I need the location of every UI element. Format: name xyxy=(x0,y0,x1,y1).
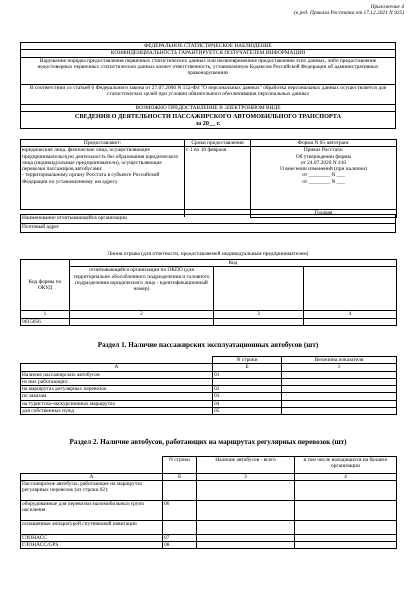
violation-notice: Нарушение порядка предоставления первичных статистических данных или несвоевременное предоставление этих данных, либо предоставление недостоверных первичных статистических данных влечет ответственность, установленную Кодексом Российской Федерации об административных правонарушениях xyxy=(21,57,396,84)
appendix-edition: (в ред. Приказа Росстата от 17.12.2021 N 925) xyxy=(294,10,404,17)
s2-row-all[interactable] xyxy=(197,480,295,500)
s2-row-all[interactable] xyxy=(197,520,295,534)
s1-row-value[interactable] xyxy=(282,386,397,393)
s2-row-label: ГЛОНАСС xyxy=(21,534,163,541)
s1-row-label: на туристско-экскурсионных маршрутах xyxy=(21,400,213,407)
order-info: Приказ Росстата: Об утверждении формы от 24.07.2020 N 410 О внесении изменений (при наличии) от ________ N ___ от ________ N ___ xyxy=(251,147,397,210)
s1-row-n: 05 xyxy=(213,408,282,415)
s2-row-balance[interactable] xyxy=(295,520,397,534)
submit-deadline-head: Сроки предоставления xyxy=(185,140,251,147)
section1-title: Раздел 1. Наличие пассажирских эксплуатационных автобусов (шт) xyxy=(97,341,319,349)
org-table xyxy=(20,214,396,233)
periodicity: Годовая xyxy=(251,210,397,217)
table-row xyxy=(21,408,397,415)
s2-head-balance: в том числе находящихся на балансе организации xyxy=(295,457,397,474)
s1-row-value[interactable] xyxy=(282,393,397,400)
appendix-title: Приложение 4 xyxy=(370,4,404,10)
table-row xyxy=(21,534,397,541)
s2-letter-4: 4 xyxy=(295,473,397,480)
section2-title: Раздел 2. Наличие автобусов, работающих на маршрутах регулярных перевозок (шт) xyxy=(69,438,347,446)
table-row xyxy=(21,520,397,534)
s1-row-label: из них работающих: xyxy=(21,378,213,385)
s2-row-balance[interactable] xyxy=(295,534,397,541)
submit-deadline: с 1 по 10 февраля xyxy=(185,147,251,210)
s1-row-label: на маршрутах регулярных перевозок xyxy=(21,386,213,393)
s1-row-label: для собственных нужд xyxy=(21,408,213,415)
table-row xyxy=(21,386,397,393)
okpo-head: отчитывающейся организации по ОКПО (для территориально обособленного подразделения и головного подразделения юридического лица - идентификационный номер) xyxy=(70,267,214,311)
s2-row-n xyxy=(163,520,197,534)
s1-row-n: 02 xyxy=(213,386,282,393)
okpo-value[interactable] xyxy=(70,318,214,325)
s2-row-label: оснащенные аппаратурой спутниковой навигации xyxy=(21,520,163,534)
s1-row-n: 03 xyxy=(213,393,282,400)
s1-row-n xyxy=(213,378,282,385)
postal-address-row[interactable] xyxy=(21,224,396,233)
table-row xyxy=(21,542,397,549)
table-row xyxy=(21,500,397,520)
s1-head-n: N строки xyxy=(213,357,282,364)
confidential-label: КОНФИДЕНЦИАЛЬНОСТЬ ГАРАНТИРУЕТСЯ ПОЛУЧАТЕЛЕМ ИНФОРМАЦИИ xyxy=(21,50,396,57)
code-value-4[interactable] xyxy=(304,318,397,325)
s2-head-n: N строки xyxy=(163,457,197,474)
s1-row-n: 04 xyxy=(213,400,282,407)
s1-letter-b: Б xyxy=(213,364,282,371)
s2-row-label: Пассажирские автобусы, работающие на маршрутах регулярных перевозок (из строки 02): xyxy=(21,480,163,500)
law-notice: В соответствии со статьей 6 Федерального закона от 27.07.2006 N 152-ФЗ "О персональных данных" обработка персональных данных осуществляется для статистических целей при условии обязательного обезличивания персональных данных xyxy=(21,84,396,104)
s1-row-n: 01 xyxy=(213,371,282,378)
s2-row-label: оборудованные для перевозки маломобильных групп населения xyxy=(21,500,163,520)
okud-head: Код формы по ОКУД xyxy=(21,260,70,311)
s2-letter-a: А xyxy=(21,473,163,480)
col-num-1: 1 xyxy=(21,311,70,318)
electronic-label: ВОЗМОЖНО ПРЕДОСТАВЛЕНИЕ В ЭЛЕКТРОННОМ ВИДЕ xyxy=(21,104,396,111)
form-number: Форма N 65-автотранс xyxy=(251,140,397,147)
report-period: за 20__ г. xyxy=(195,119,221,127)
code-head: Код xyxy=(70,260,397,267)
s2-row-n: 08 xyxy=(163,542,197,549)
submit-table xyxy=(20,139,397,218)
table-row xyxy=(21,480,397,500)
s1-row-value[interactable] xyxy=(282,408,397,415)
postal-address-label: Почтовый адрес xyxy=(22,224,60,230)
org-name-row[interactable] xyxy=(21,215,396,224)
fsn-label: ФЕДЕРАЛЬНОЕ СТАТИСТИЧЕСКОЕ НАБЛЮДЕНИЕ xyxy=(21,43,396,50)
s2-row-balance[interactable] xyxy=(295,500,397,520)
codes-table xyxy=(20,259,397,326)
s2-letter-b: Б xyxy=(163,473,197,480)
s2-row-label: ГЛОНАСС/GPS xyxy=(21,542,163,549)
s1-row-value[interactable] xyxy=(282,378,397,385)
s2-row-all[interactable] xyxy=(197,534,295,541)
s1-letter-a: А xyxy=(21,364,213,371)
submit-who-head: Предоставляют: xyxy=(21,140,185,147)
section1-table xyxy=(20,356,397,415)
org-name-label: Наименование отчитывающейся организации xyxy=(22,215,127,221)
section2-table xyxy=(20,456,397,549)
s1-row-label: по заказам xyxy=(21,393,213,400)
s1-head-value: Величина показателя xyxy=(282,357,397,364)
s1-row-value[interactable] xyxy=(282,371,397,378)
s2-row-balance[interactable] xyxy=(295,480,397,500)
s2-row-n xyxy=(163,480,197,500)
s2-row-n: 07 xyxy=(163,534,197,541)
s1-row-label: Наличие пассажирских автобусов xyxy=(21,371,213,378)
table-row xyxy=(21,371,397,378)
s1-row-value[interactable] xyxy=(282,400,397,407)
col-num-4: 4 xyxy=(304,311,397,318)
report-title: СВЕДЕНИЯ О ДЕЯТЕЛЬНОСТИ ПАССАЖИРСКОГО АВТОМОБИЛЬНОГО ТРАНСПОРТА за 20__ г. xyxy=(21,111,396,128)
table-row xyxy=(21,400,397,407)
table-row xyxy=(21,378,397,385)
s2-row-balance[interactable] xyxy=(295,542,397,549)
col-num-3: 3 xyxy=(214,311,304,318)
s2-row-all[interactable] xyxy=(197,542,295,549)
okud-code: 0615056 xyxy=(21,318,70,325)
s2-row-n: 06 xyxy=(163,500,197,520)
s2-letter-3: 3 xyxy=(197,473,295,480)
header-table xyxy=(20,42,396,129)
code-value-3[interactable] xyxy=(214,318,304,325)
s1-letter-1: 1 xyxy=(282,364,397,371)
col-num-2: 2 xyxy=(70,311,214,318)
table-row xyxy=(21,393,397,400)
submit-who: юридические лица, физические лица, осуществляющие предпринимательскую деятельность без образования юридического лица (индивидуальные предприниматели), осуществляющие перевозки пассажиров автобусами: - территориальному органу Росстата в субъекте Российской Федерации по установленному им адресу xyxy=(21,147,185,210)
cut-line-label: Линия отрыва (для отчетности, предоставляемой индивидуальным предпринимателем) xyxy=(107,251,309,257)
s2-head-all: Наличие автобусов - всего xyxy=(197,457,295,474)
s2-row-all[interactable] xyxy=(197,500,295,520)
